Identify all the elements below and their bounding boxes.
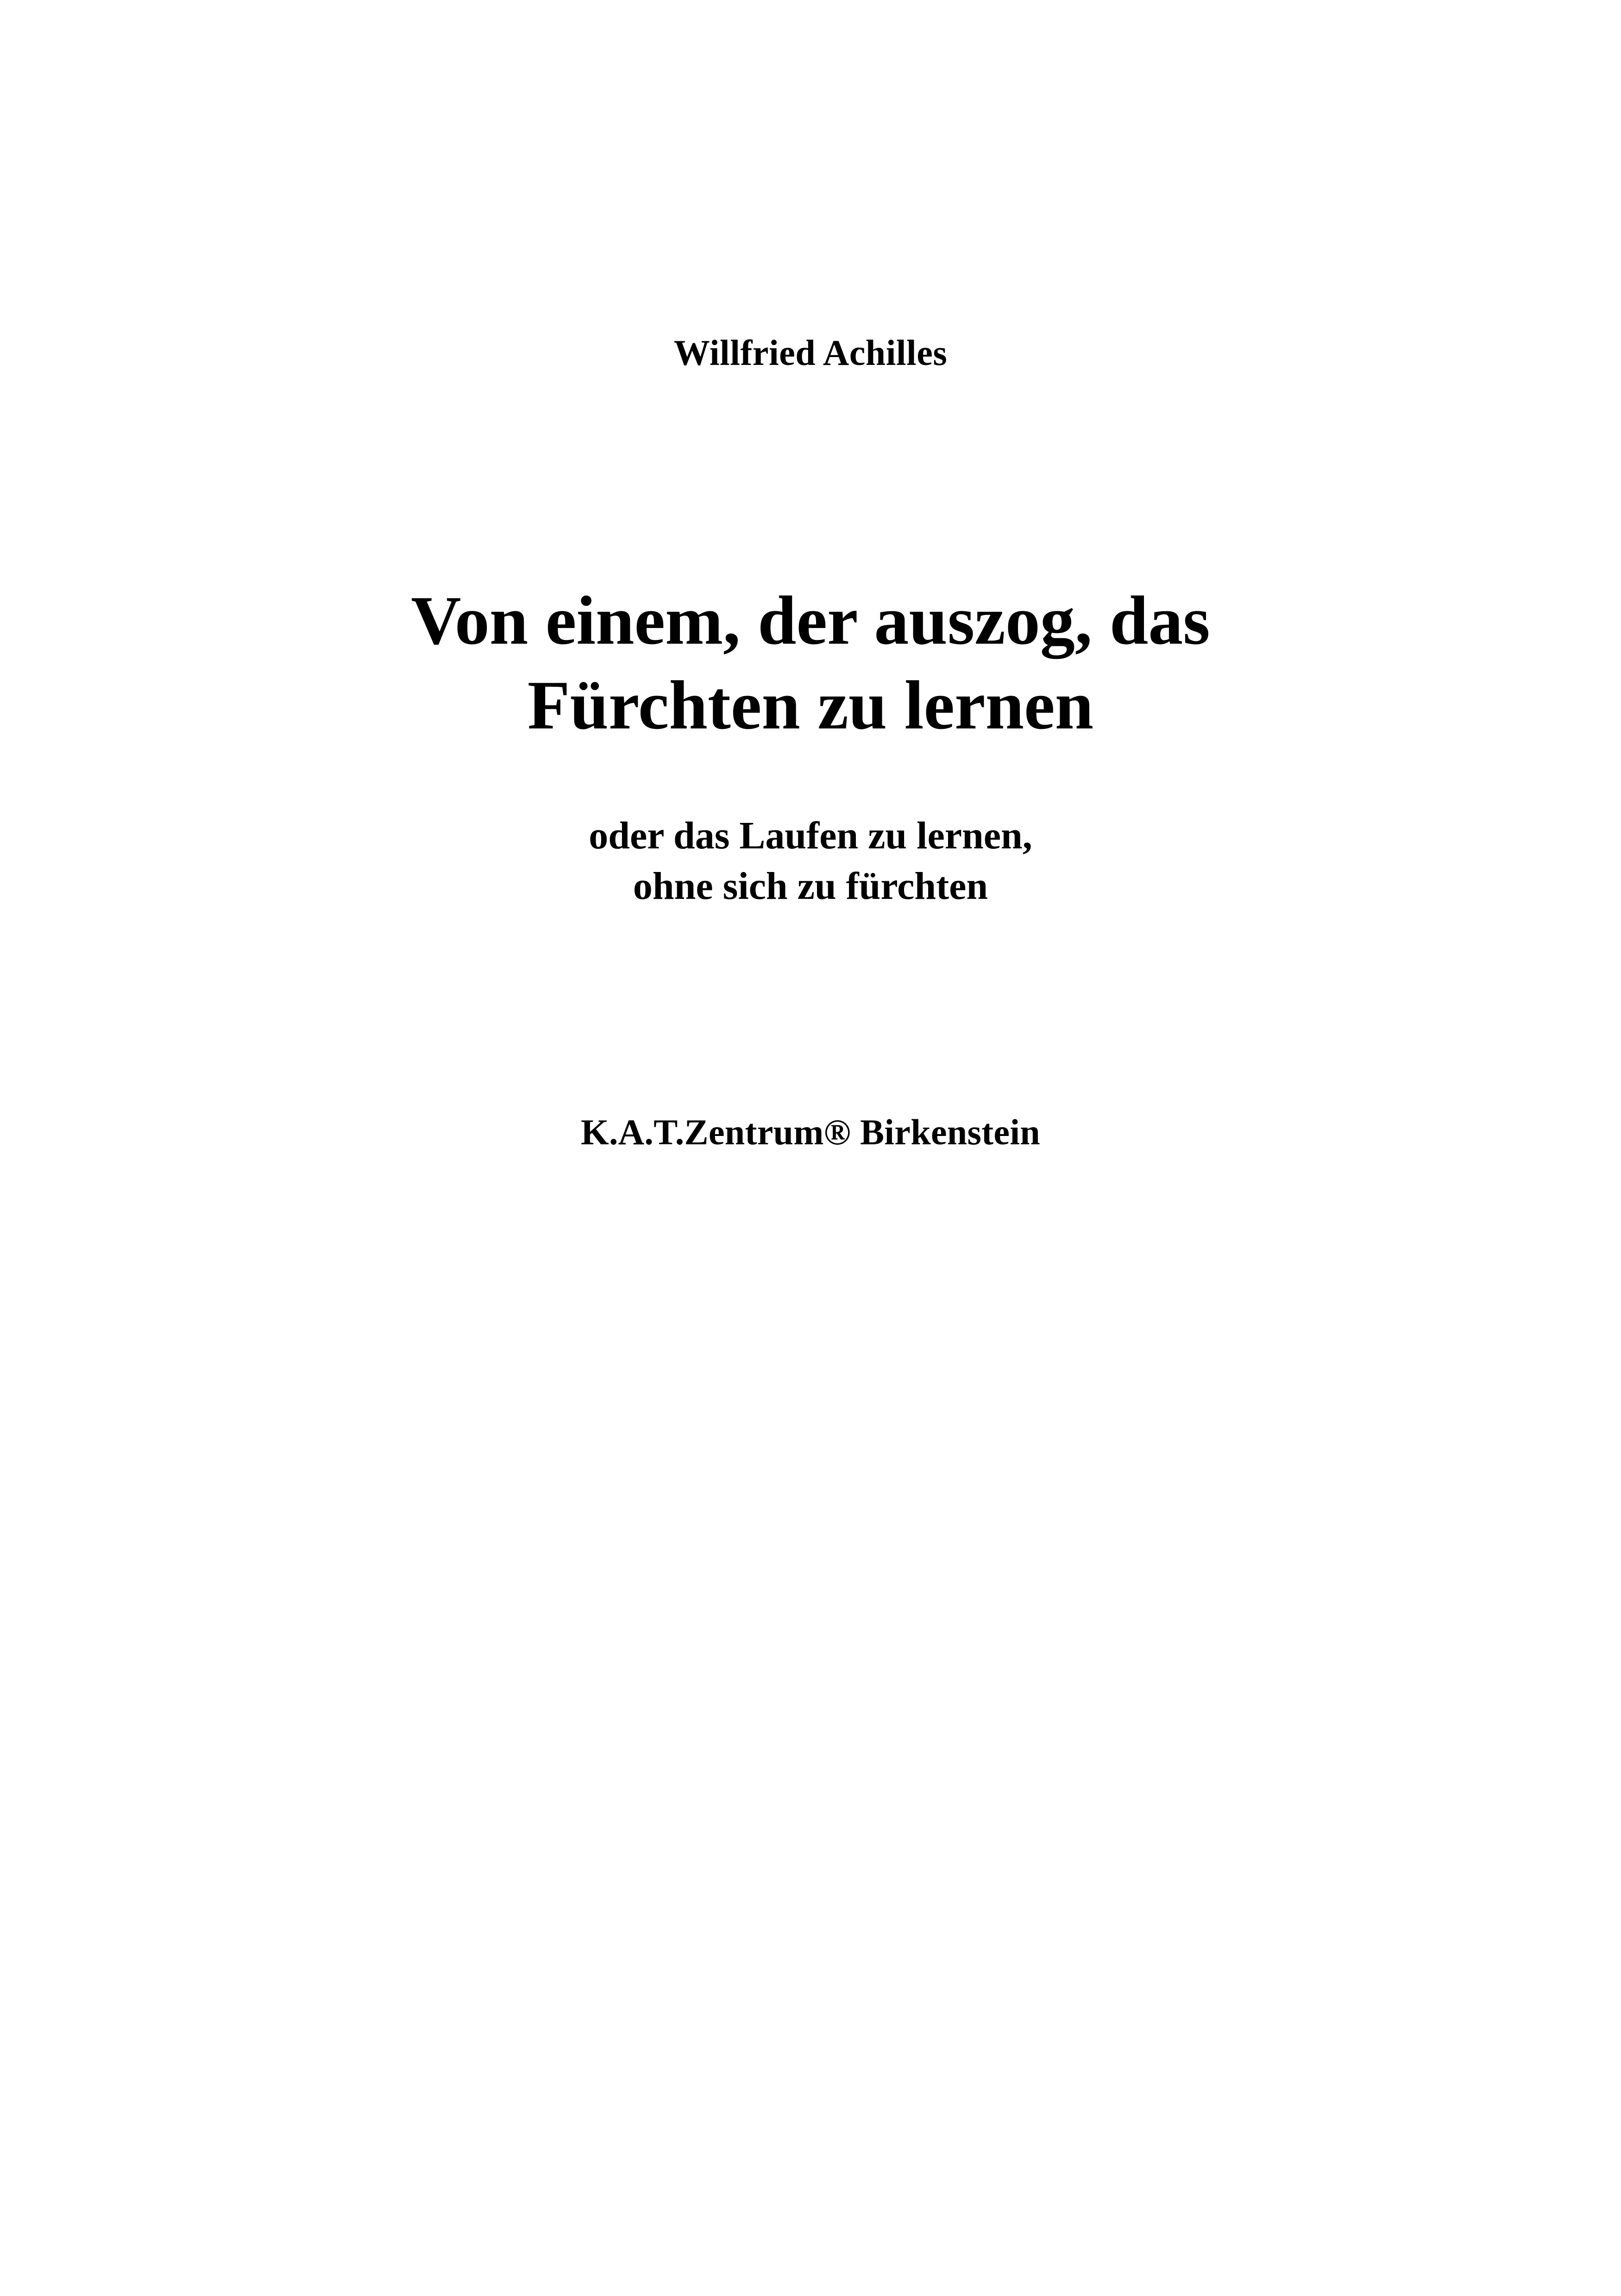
author-name: Willfried Achilles (673, 332, 948, 373)
page-title (0, 578, 1621, 748)
publisher-name: K.A.T.Zentrum® Birkenstein (581, 1111, 1040, 1152)
page-title-line-2: Fürchten zu lernen (527, 666, 1094, 744)
page-subtitle-line-2: ohne sich zu fürchten (633, 864, 988, 908)
page-title-line-1: Von einem, der auszog, das (411, 582, 1210, 659)
page-subtitle-line-1: oder das Laufen zu lernen, (589, 814, 1032, 857)
page-subtitle (0, 810, 1621, 911)
